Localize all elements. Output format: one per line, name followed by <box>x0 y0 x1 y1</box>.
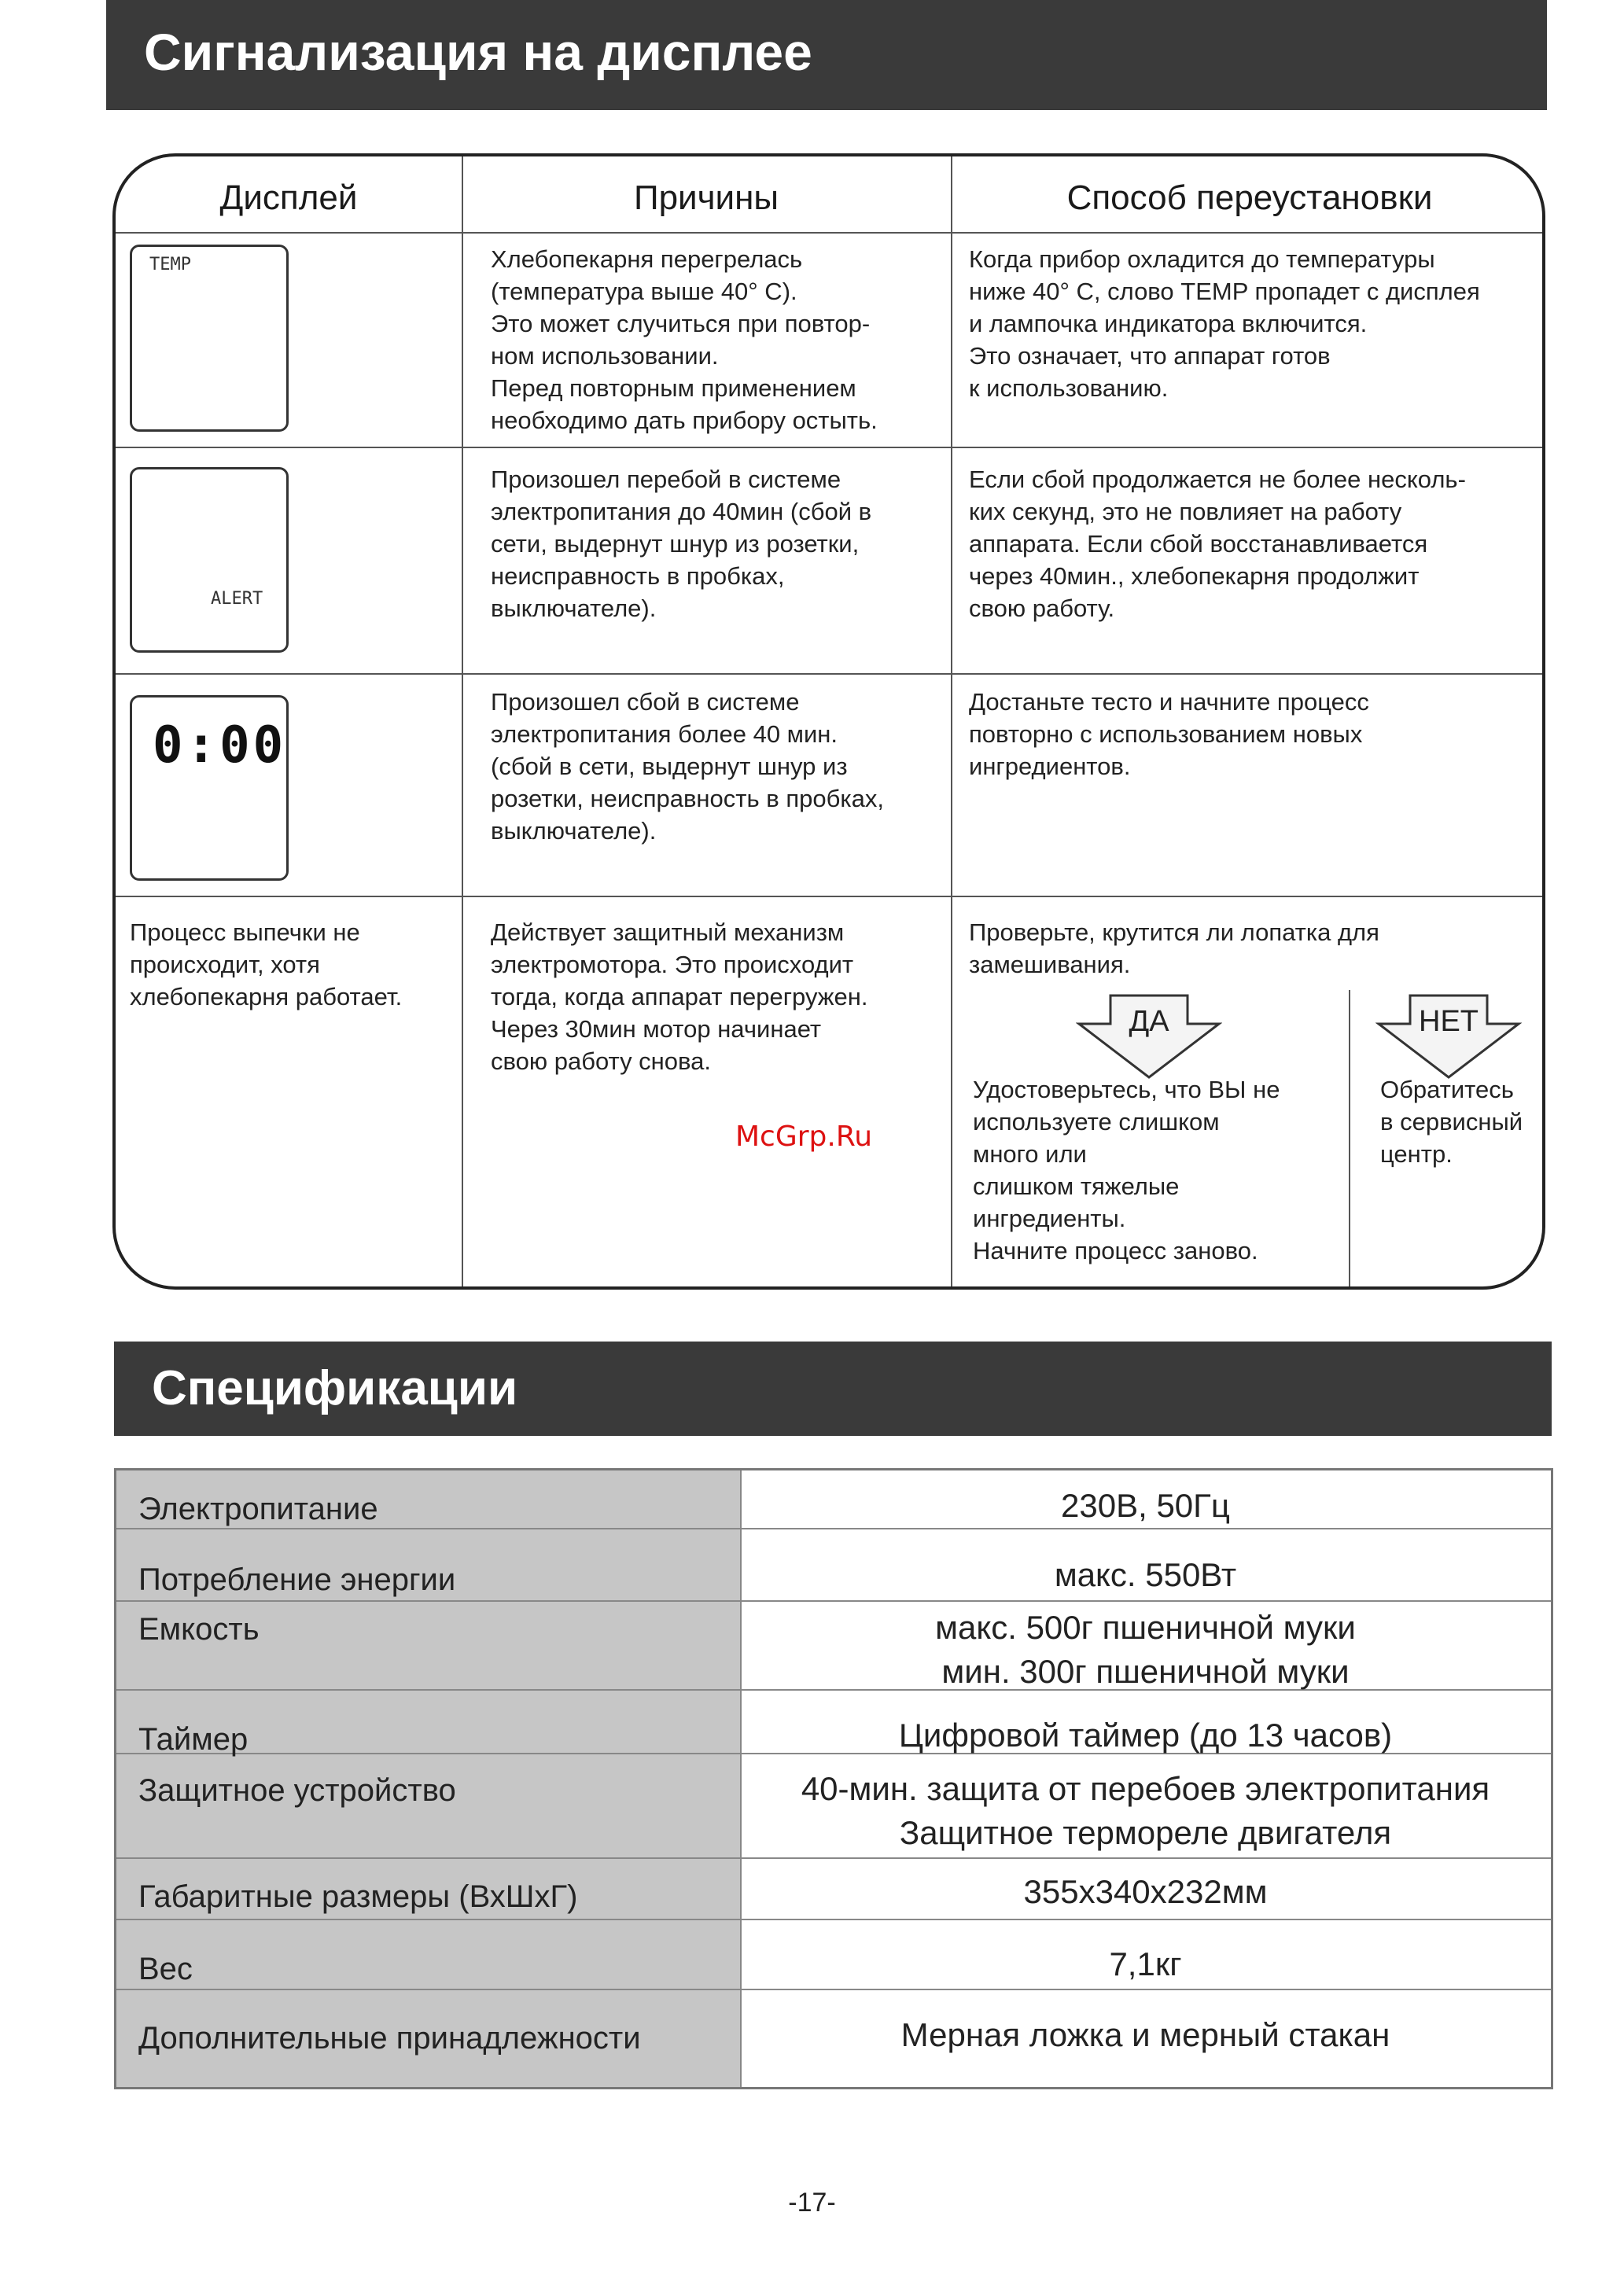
column-divider <box>1349 990 1350 1286</box>
reset-text: Если сбой продолжается не более несколь- ких секунд, это не повлияет на работу аппарата. Если сбой восстанавливается через 40мин., хлебопекарня продолжит свою работу. <box>969 466 1466 622</box>
section-title-specifications: Спецификации <box>114 1342 1552 1436</box>
watermark: McGrp.Ru <box>735 1121 873 1153</box>
row-divider <box>116 447 1542 448</box>
spec-label: Электропитание <box>138 1492 378 1526</box>
row-divider <box>116 1857 1551 1859</box>
lcd-display-zero <box>130 695 289 881</box>
yes-label: ДА <box>1129 1005 1169 1038</box>
no-text: Обратитесь в сервисный центр. <box>1380 1076 1523 1168</box>
cause-text: Произошел сбой в системе электропитания более 40 мин. (сбой в сети, выдернут шнур из розетки, неисправность в пробках, выключателе). <box>491 688 884 845</box>
lcd-display-temp <box>130 245 289 432</box>
cause-text: Действует защитный механизм электромотора. Это происходит тогда, когда аппарат перегружен. Через 30мин мотор начинает свою работу снова. <box>491 918 868 1075</box>
lcd-label-alert: ALERT <box>211 589 263 609</box>
no-label: НЕТ <box>1419 1005 1479 1038</box>
spec-value: 230В, 50Гц <box>1061 1487 1230 1524</box>
spec-value: 7,1кг <box>1109 1945 1182 1982</box>
spec-value: Цифровой таймер (до 13 часов) <box>898 1717 1393 1754</box>
no-arrow <box>1375 994 1522 1080</box>
lcd-digits-zero: 0:00 <box>153 716 287 775</box>
spec-label: Защитное устройство <box>138 1773 456 1808</box>
reset-text: Достаньте тесто и начните процесс повторно с использованием новых ингредиентов. <box>969 688 1369 780</box>
yes-arrow <box>1076 994 1222 1080</box>
section-title-display-signals: Сигнализация на дисплее <box>106 0 1547 110</box>
spec-value: Мерная ложка и мерный стакан <box>900 2016 1390 2053</box>
spec-value: 40-мин. защита от перебоев электропитания Защитное термореле двигателя <box>801 1770 1490 1851</box>
lcd-label-temp: TEMP <box>149 255 191 274</box>
spec-value: макс. 550Вт <box>1054 1556 1237 1593</box>
header-display: Дисплей <box>219 179 358 217</box>
cause-text: Хлебопекарня перегрелась (температура выше 40° С). Это может случиться при повтор- ном использовании. Перед повторным применением необходимо дать прибору остыть. <box>491 245 878 434</box>
reset-intro-text: Проверьте, крутится ли лопатка для замешивания. <box>969 918 1379 978</box>
spec-label: Вес <box>138 1952 193 1986</box>
header-reset-method: Способ переустановки <box>1066 179 1433 217</box>
spec-label: Таймер <box>138 1722 249 1757</box>
row-divider <box>116 896 1542 897</box>
spec-value: 355x340x232мм <box>1023 1873 1268 1910</box>
header-causes: Причины <box>633 179 779 217</box>
row-divider <box>116 232 1542 234</box>
spec-label: Габаритные размеры (ВхШхГ) <box>138 1879 578 1914</box>
display-text: Процесс выпечки не происходит, хотя хлебопекарня работает. <box>130 918 403 1010</box>
reset-text: Когда прибор охладится до температуры ниже 40° С, слово TEMP пропадет с дисплея и лампочка индикатора включится. Это означает, что аппарат готов к использованию. <box>969 245 1480 402</box>
row-divider <box>116 1919 1551 1920</box>
page-number: -17- <box>788 2188 836 2218</box>
column-divider <box>462 156 463 1286</box>
specifications-table <box>114 1468 1553 2089</box>
column-divider <box>951 156 952 1286</box>
display-signals-table <box>112 153 1545 1290</box>
spec-value: макс. 500г пшеничной муки мин. 300г пшеничной муки <box>935 1609 1356 1690</box>
spec-label: Потребление энергии <box>138 1562 456 1597</box>
row-divider <box>116 1989 1551 1990</box>
lcd-display-alert <box>130 467 289 653</box>
row-divider <box>116 1528 1551 1529</box>
cause-text: Произошел перебой в системе электропитания до 40мин (сбой в сети, выдернут шнур из розетки, неисправность в пробках, выключателе). <box>491 466 872 622</box>
spec-label: Емкость <box>138 1612 260 1647</box>
yes-text: Удостоверьтесь, что ВЫ не используете слишком много или слишком тяжелые ингредиенты. Начните процесс заново. <box>973 1076 1280 1264</box>
row-divider <box>116 1600 1551 1602</box>
row-divider <box>116 673 1542 675</box>
spec-label: Дополнительные принадлежности <box>138 2021 641 2056</box>
